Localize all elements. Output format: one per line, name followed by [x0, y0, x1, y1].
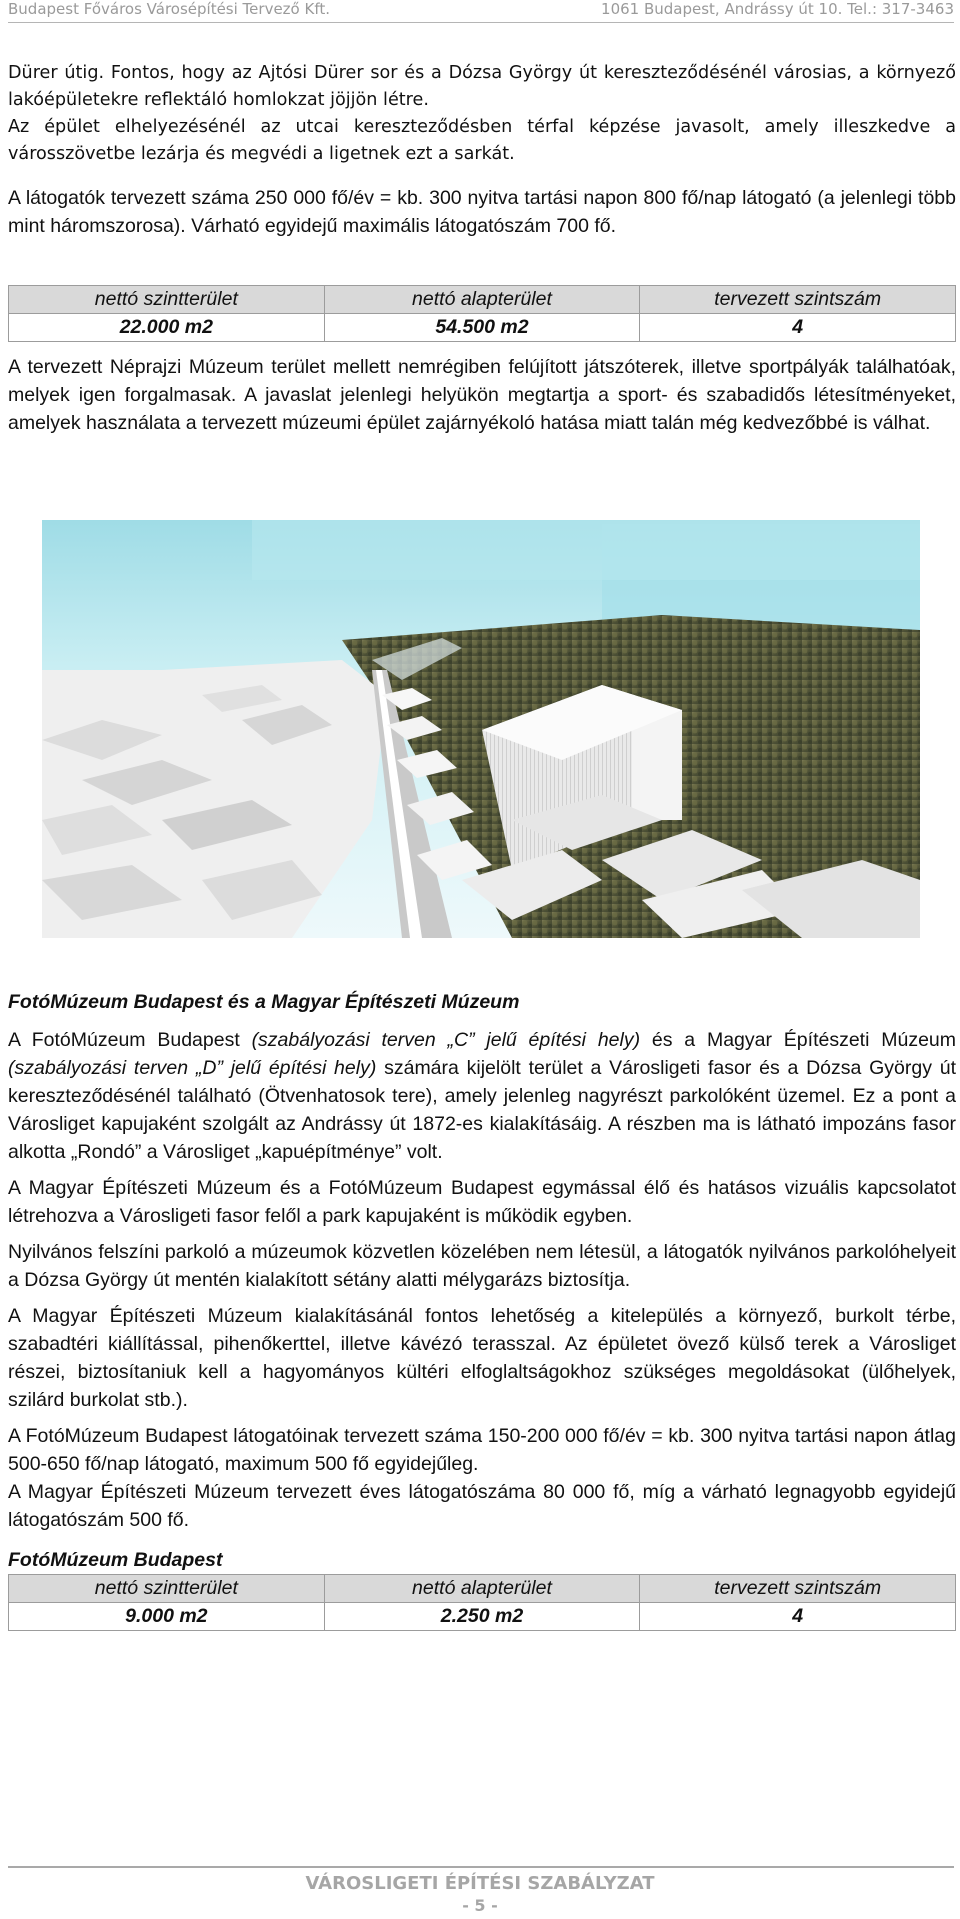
intro-block	[8, 60, 956, 240]
section-title: FotóMúzeum Budapest és a Magyar Építészeti Múzeum	[8, 991, 520, 1013]
table-cell: 54.500 m2	[324, 314, 640, 342]
table-header-cell: nettó szintterület	[9, 286, 325, 314]
table-header-cell: nettó szintterület	[9, 1575, 325, 1603]
text-run: és a Magyar Építészeti Múzeum	[640, 1029, 957, 1051]
table-cell: 4	[640, 1603, 956, 1631]
stats-table-1	[8, 285, 956, 342]
stats-table-2	[8, 1574, 956, 1631]
table-header-cell: tervezett szintszám	[640, 286, 956, 314]
museum-rendering-image	[42, 520, 920, 938]
text-run: A FotóMúzeum Budapest	[8, 1029, 252, 1051]
table-cell: 22.000 m2	[9, 314, 325, 342]
section-paragraph-6: A Magyar Építészeti Múzeum tervezett éves látogatószáma 80 000 fő, míg a várható legnagyobb egyidejű látogatószám 500 fő.	[8, 1481, 956, 1531]
page-header	[8, 0, 954, 20]
text-run: számára kijelölt terület a Városligeti fasor és a Dózsa György út kereszteződésénél található (Ötvenhatosok tere), amely jelenleg nagyrészt parkolóként üzemel. Ez a pont a Városliget kapujaként szolgált az Andrássy út 1872-es kialakításáig. A részben ma is látható impozáns fasor alkotta „Rondó” a Városliget „kapuépítménye” volt.	[8, 1057, 957, 1163]
table-header-row	[9, 286, 956, 314]
table-header-row	[9, 1575, 956, 1603]
intro-paragraph-2: Az épület elhelyezésénél az utcai kereszteződésben térfal képzése javasolt, amely illeszkedve a városszövetbe lezárja és megvédi a ligetnek ezt a sarkát.	[8, 117, 956, 164]
subsection-title: FotóMúzeum Budapest	[8, 1549, 223, 1571]
table-cell: 9.000 m2	[9, 1603, 325, 1631]
table-row	[9, 1603, 956, 1631]
page-number: - 5 -	[462, 1896, 498, 1915]
table-cell: 4	[640, 314, 956, 342]
text-run-italic: (szabályozási terven „C” jelű építési hely)	[251, 1029, 641, 1051]
section-paragraph-4: A Magyar Építészeti Múzeum kialakításánál fontos lehetőség a kitelepülés a környező, burkolt térbe, szabadtéri kiállítással, pihenőkerttel, illetve kávézó terasszal. Az épületet övező külső terek a Városliget részei, biztosítaniuk kell a hagyományos kültéri elfoglaltságokhoz szükséges megoldásokat (ülőhelyek, szilárd burkolat stb.).	[8, 1305, 956, 1411]
table-cell: 2.250 m2	[324, 1603, 640, 1631]
table-header-cell: nettó alapterület	[324, 286, 640, 314]
intro-paragraph-3: A látogatók tervezett száma 250 000 fő/év = kb. 300 nyitva tartási napon 800 fő/nap látogató (a jelenlegi több mint háromszorosa). Várható egyidejű maximális látogatószám 700 fő.	[8, 187, 956, 237]
section-paragraph-5: A FotóMúzeum Budapest látogatóinak tervezett száma 150-200 000 fő/év = kb. 300 nyitva tartási napon átlag 500-650 fő/nap látogató, maximum 500 fő egyidejűleg.	[8, 1425, 956, 1475]
intro-paragraph-1: Dürer útig. Fontos, hogy az Ajtósi Dürer sor és a Dózsa György út kereszteződésénél városias, a környező lakóépületekre reflektáló homlokzat jöjjön létre.	[8, 63, 956, 110]
table-header-cell: nettó alapterület	[324, 1575, 640, 1603]
section-paragraph-3: Nyilvános felszíni parkoló a múzeumok közvetlen közelében nem létesül, a látogatók nyilvános parkolóhelyeit a Dózsa György út mentén kialakított sétány alatti mélygarázs biztosítja.	[8, 1241, 956, 1291]
header-company: Budapest Főváros Városépítési Tervező Kft.	[8, 0, 330, 18]
section-paragraph-1	[8, 1026, 956, 1166]
section-paragraph-2: A Magyar Építészeti Múzeum és a FotóMúzeum Budapest egymással élő és hatásos vizuális kapcsolatot létrehozva a Városligeti fasor felől a park kapujaként is működik egyben.	[8, 1177, 956, 1227]
after-table-block	[8, 353, 956, 437]
section-block	[8, 988, 956, 1631]
header-address: 1061 Budapest, Andrássy út 10. Tel.: 317-3463	[601, 0, 954, 18]
footer-rule	[8, 1866, 954, 1868]
table-header-cell: tervezett szintszám	[640, 1575, 956, 1603]
text-run-italic: (szabályozási terven „D” jelű építési hely)	[8, 1057, 377, 1079]
header-rule	[8, 22, 954, 23]
footer-title: VÁROSLIGETI ÉPÍTÉSI SZABÁLYZAT	[305, 1873, 655, 1894]
aerial-rendering-illustration	[42, 520, 920, 938]
after-table-paragraph: A tervezett Néprajzi Múzeum terület mellett nemrégiben felújított játszóterek, illetve sportpályák találhatóak, melyek igen forgalmasak. A javaslat jelenlegi helyükön megtartja a sport- és szabadidős létesítményeket, amelyek használata a tervezett múzeumi épület zajárnyékoló hatása miatt talán még kedvezőbbé is válhat.	[8, 356, 956, 434]
table-row	[9, 314, 956, 342]
